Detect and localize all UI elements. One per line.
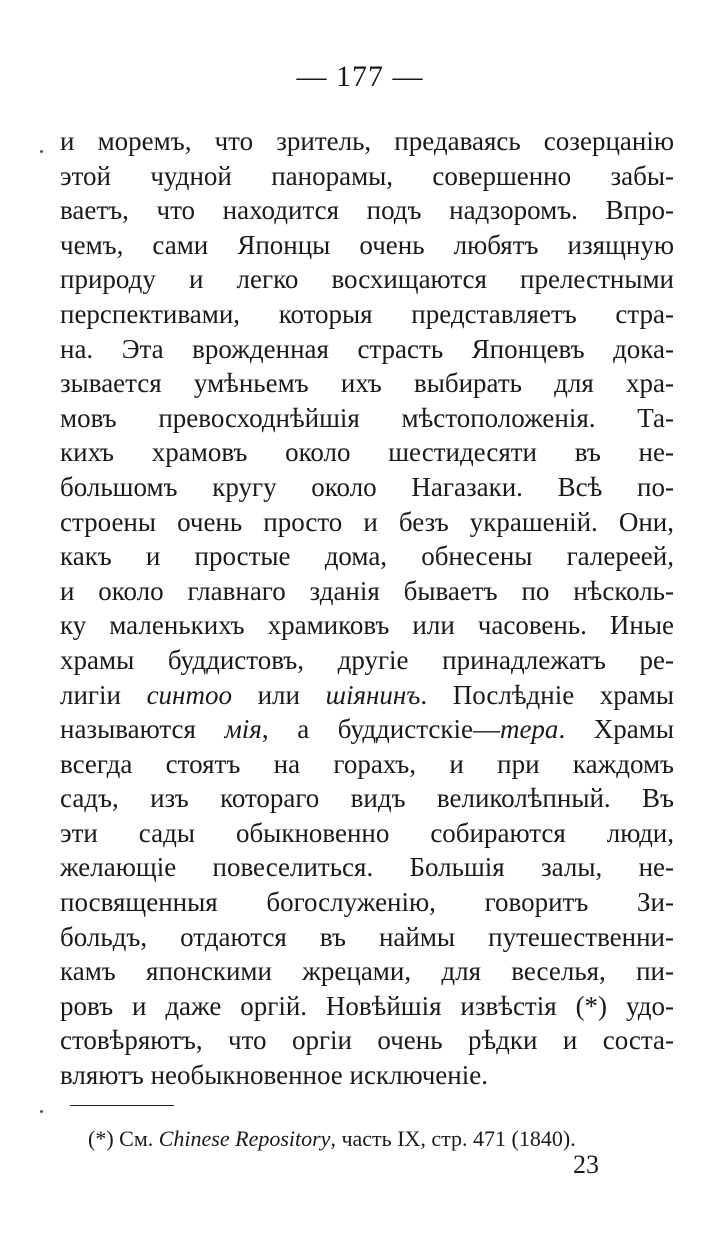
footnote-source-title: Chinese Repository	[158, 1126, 331, 1151]
footnote	[88, 1125, 678, 1153]
footnote-divider	[70, 1105, 174, 1106]
text-run: , а буддистскіе—	[261, 714, 500, 745]
text-line: какъ и простые дома, обнесены галереей,	[60, 541, 674, 572]
text-line: вляютъ необыкновенное исключеніе.	[60, 1060, 488, 1091]
text-line: мовъ превосходнѣйшія мѣстоположенія. Та-	[60, 402, 674, 433]
footnote-citation: , часть IX, стр. 471 (1840).	[330, 1126, 576, 1151]
text-line: эти сады обыкновенно собираются люди,	[60, 817, 674, 848]
text-line: строены очень просто и безъ украшеній. Они,	[60, 506, 674, 537]
text-line: на. Эта врожденная страсть Японцевъ дока-	[60, 333, 674, 364]
text-line: и моремъ, что зритель, предаваясь созерцанію	[60, 126, 674, 156]
text-line: посвященныя богослуженію, говоритъ Зи-	[60, 887, 674, 918]
body-text	[60, 124, 674, 1093]
text-run: . Послѣдніе храмы	[420, 679, 674, 710]
text-line: перспективами, которыя представляетъ стра-	[60, 298, 674, 329]
italic-term: тера	[499, 714, 559, 745]
text-line	[60, 712, 674, 747]
footnote-marker: (*) См.	[88, 1126, 159, 1151]
text-line	[60, 678, 674, 713]
margin-mark	[40, 150, 43, 153]
page-number: — 177 —	[296, 60, 424, 93]
text-line: стовѣряютъ, что оргіи очень рѣдки и соста-	[60, 1025, 674, 1056]
text-line: природу и легко восхищаются прелестными	[60, 264, 674, 295]
text-line: ровъ и даже оргій. Новѣйшія извѣстія (*) удо-	[60, 990, 674, 1021]
text-line: зывается умѣньемъ ихъ выбирать для хра-	[60, 368, 674, 399]
text-line: садъ, изъ котораго видъ великолѣпный. Въ	[60, 783, 674, 814]
italic-term: синтоо	[146, 679, 232, 710]
text-run: называются	[60, 714, 225, 745]
text-line: желающіе повеселиться. Большія залы, не-	[60, 852, 674, 883]
text-run: или	[231, 679, 326, 710]
text-line: ваетъ, что находится подъ надзоромъ. Впро-	[60, 195, 674, 226]
text-line: храмы буддистовъ, другіе принадлежатъ ре-	[60, 644, 674, 675]
text-line: чемъ, сами Японцы очень любятъ изящную	[60, 229, 674, 260]
text-line: ку маленькихъ храмиковъ или часовень. Иные	[60, 610, 674, 641]
italic-term: шіянинъ	[325, 679, 421, 710]
text-line: и около главнаго зданія бываетъ по нѣсколь-	[60, 575, 674, 606]
text-line: этой чудной панорамы, совершенно забы-	[60, 160, 674, 191]
text-run: . Храмы	[558, 714, 674, 745]
margin-mark	[40, 1110, 43, 1113]
text-line: большомъ кругу около Нагазаки. Всѣ по-	[60, 471, 674, 502]
text-run: лигіи	[60, 679, 147, 710]
italic-term: мія	[224, 714, 262, 745]
text-line: кихъ храмовъ около шестидесяти въ не-	[60, 437, 674, 468]
text-line: всегда стоятъ на горахъ, и при каждомъ	[60, 748, 674, 779]
signature-mark: 23	[573, 1150, 599, 1179]
text-line: камъ японскими жрецами, для веселья, пи-	[60, 956, 674, 987]
text-line: больдъ, отдаются въ наймы путешественни-	[60, 921, 674, 952]
